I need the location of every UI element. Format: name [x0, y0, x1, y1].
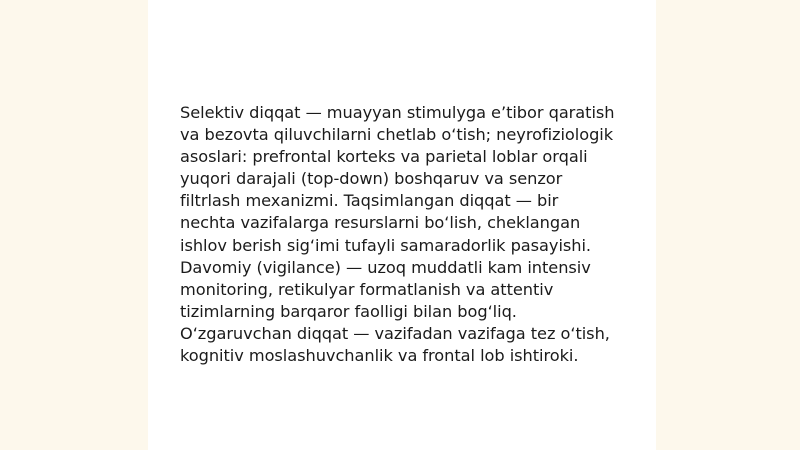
text-line: ishlov berish sig‘imi tufayli samaradorlik pasayishi.: [180, 235, 592, 255]
document-page: [148, 0, 656, 450]
body-paragraph: [180, 102, 630, 367]
text-line: tizimlarning barqaror faolligi bilan bog‘liq.: [180, 301, 517, 321]
text-line: O‘zgaruvchan diqqat — vazifadan vazifaga tez o‘tish,: [180, 323, 610, 343]
text-line: asoslari: prefrontal korteks va parietal loblar orqali: [180, 147, 588, 167]
text-line: Selektiv diqqat — muayyan stimulyga e’tibor qaratish: [180, 103, 615, 122]
text-line: kognitiv moslashuvchanlik va frontal lob ishtiroki.: [180, 346, 579, 366]
text-line: va bezovta qiluvchilarni chetlab o‘tish; neyrofiziologik: [180, 125, 614, 145]
text-line: filtrlash mexanizmi. Taqsimlangan diqqat — bir: [180, 191, 559, 211]
text-line: nechta vazifalarga resurslarni bo‘lish, cheklangan: [180, 213, 581, 233]
text-line: yuqori darajali (top-down) boshqaruv va senzor: [180, 169, 563, 189]
text-line: Davomiy (vigilance) — uzoq muddatli kam intensiv: [180, 257, 591, 277]
text-line: monitoring, retikulyar formatlanish va attentiv: [180, 279, 554, 299]
